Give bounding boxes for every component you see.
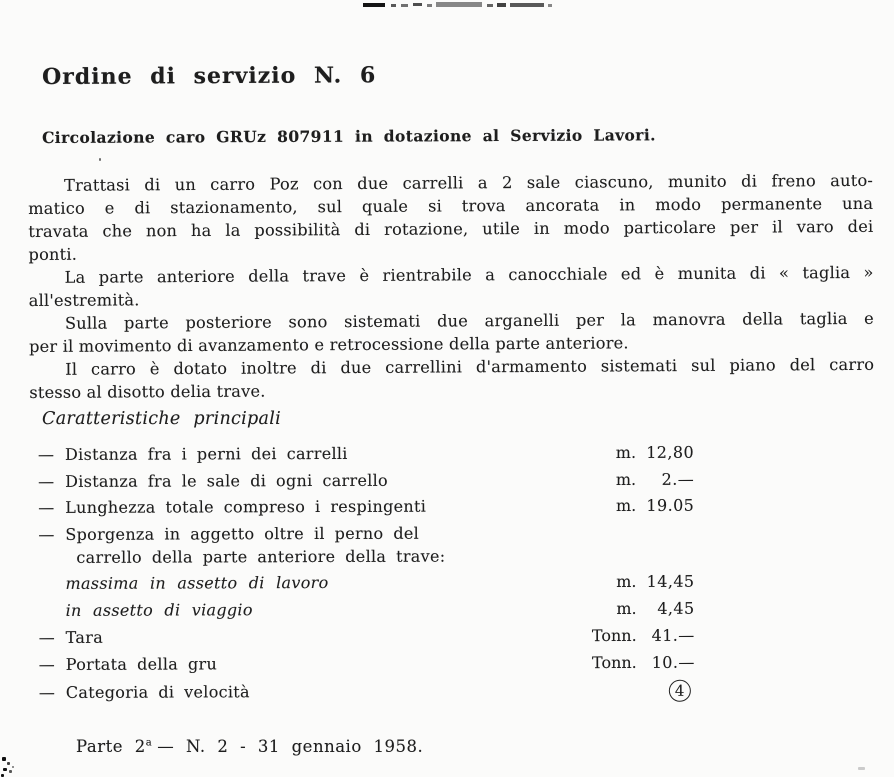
characteristic-row [38, 524, 694, 544]
characteristic-label: Categoria di velocità [65, 682, 250, 703]
unit: m. [616, 572, 637, 592]
characteristic-row [39, 627, 695, 647]
characteristic-label: in assetto di viaggio [65, 600, 253, 621]
characteristic-label: Portata della gru [65, 653, 218, 674]
characteristic-row [39, 680, 695, 704]
characteristic-label: Lunghezza totale compreso i respingenti [65, 497, 427, 518]
characteristic-label: massima in assetto di lavoro [65, 573, 329, 594]
value-cell [637, 680, 695, 702]
text-line: Sulla parte posteriore sono sistemati due arganelli per la manovra della taglia e [64, 308, 874, 333]
characteristic-label: carrello della parte anteriore della trave: [76, 546, 446, 567]
text-line: Trattasi di un carro Poz con due carrelli a 2 sale ciascuno, munito di freno auto- [64, 170, 874, 195]
value: 2.— [661, 469, 695, 489]
text-line: matico e di stazionamento, sul quale si trova ancorata in modo permanente una [28, 193, 874, 218]
characteristics-list [38, 444, 695, 713]
characteristic-row [38, 573, 694, 593]
unit: Tonn. [591, 625, 637, 645]
characteristic-label: Distanza fra le sale di ogni carrello [65, 470, 388, 491]
text-line: per il movimento di avanzamento e retrocessione della parte anteriore. [28, 333, 629, 356]
text-line: Il carro è dotato inoltre di due carrellini d'armamento sistemati sul piano del carro [65, 354, 875, 379]
characteristic-row [38, 497, 694, 517]
unit: Tonn. [591, 652, 637, 672]
dash: — [38, 627, 55, 647]
text-line: all'estremità. [28, 290, 140, 310]
text-line: ponti. [28, 244, 78, 264]
dash: — [37, 444, 55, 464]
footer-part-label: Parte 2 [76, 737, 146, 756]
page-title: Ordine di servizio N. 6 [42, 62, 377, 90]
characteristic-row [38, 546, 694, 566]
footer-superscript: a [145, 737, 153, 749]
unit: m. [616, 599, 637, 619]
characteristic-label: Sporgenza in aggetto oltre il perno del [65, 523, 420, 544]
value: 19.05 [646, 496, 695, 516]
characteristic-row [38, 470, 694, 490]
characteristic-row [39, 653, 695, 673]
dash: — [38, 498, 55, 518]
page-footer [76, 737, 423, 756]
body-text [28, 169, 874, 404]
document-subject: Circolazione caro GRUz 807911 in dotazione al Servizio Lavori. [42, 125, 656, 147]
value: 14,45 [646, 572, 695, 592]
section-heading: Caratteristiche principali [42, 409, 282, 429]
value: 4,45 [657, 598, 695, 618]
circled-value: 4 [669, 680, 691, 702]
value: 12,80 [646, 442, 695, 462]
text-line: travata che non ha la possibilità di rotazione, utile in modo particolare per il varo dei [28, 216, 874, 241]
value: 41.— [651, 625, 695, 645]
unit: m. [615, 496, 637, 516]
text-line: La parte anteriore della trave è rientrabile a canocchiale ed è munita di « taglia » [64, 262, 874, 287]
characteristic-label: Distanza fra i perni dei carrelli [64, 443, 348, 464]
dash: — [38, 471, 55, 491]
value: 10.— [651, 652, 695, 672]
dash: — [38, 683, 55, 703]
dash: — [38, 654, 55, 674]
footer-issue-date: — N. 2 - 31 gennaio 1958. [157, 737, 424, 756]
characteristic-row [38, 444, 694, 464]
characteristic-row [39, 600, 695, 620]
characteristic-label: Tara [65, 627, 104, 647]
unit: m. [615, 469, 637, 489]
text-line: stesso al disotto delia trave. [29, 381, 266, 402]
unit: m. [615, 442, 637, 462]
dash: — [38, 525, 55, 545]
